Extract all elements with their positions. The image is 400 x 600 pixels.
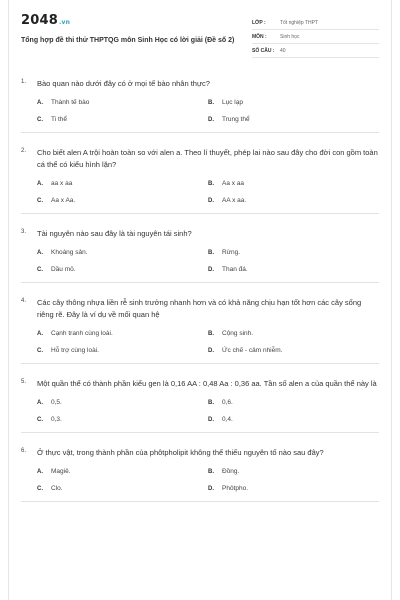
exam-meta: [252, 16, 379, 64]
option-text: Trung thể: [222, 116, 250, 123]
answer-option[interactable]: [208, 330, 379, 337]
question-item: [21, 133, 379, 214]
option-text: Hỗ trợ cùng loài.: [51, 347, 99, 354]
question-number: 1.: [21, 79, 27, 85]
option-letter: C.: [37, 485, 43, 492]
option-letter: B.: [208, 330, 214, 337]
option-text: Magiê.: [51, 468, 71, 475]
brand-block: [21, 14, 251, 64]
answer-option[interactable]: [208, 485, 379, 492]
option-letter: C.: [37, 347, 43, 354]
answer-option[interactable]: [37, 330, 208, 337]
meta-label: MÔN :: [252, 33, 267, 40]
option-text: aa x aa: [51, 180, 73, 187]
question-number: 2.: [21, 148, 27, 154]
meta-value: 40: [280, 47, 286, 54]
exam-header: [9, 0, 391, 64]
answer-option[interactable]: [208, 180, 379, 187]
option-text: Aa x Aa.: [51, 197, 76, 204]
question-text: Ở thực vật, trong thành phần của phôtpholipit không thể thiếu nguyên tố nào sau đây?: [37, 448, 324, 457]
option-letter: B.: [208, 399, 214, 406]
answer-option[interactable]: [208, 399, 379, 406]
option-text: 0,3.: [51, 416, 62, 423]
question-text: Cho biết alen A trội hoàn toàn so với alen a. Theo lí thuyết, phép lai nào sau đây cho đời con gồm toàn cá thể có kiểu hình lặn?: [37, 148, 378, 169]
answer-option[interactable]: [37, 468, 208, 475]
question-head: [21, 447, 379, 459]
meta-value: Tốt nghiệp THPT: [280, 19, 318, 26]
question-head: [21, 297, 379, 321]
option-letter: C.: [37, 116, 43, 123]
option-text: Cộng sinh.: [222, 330, 254, 337]
question-number: 6.: [21, 448, 27, 454]
option-text: Lục lạp: [222, 99, 243, 106]
answer-option[interactable]: [37, 116, 208, 123]
option-text: Aa x aa: [222, 180, 245, 187]
option-text: Phôtpho.: [222, 485, 249, 492]
option-letter: D.: [208, 116, 214, 123]
logo-suffix: .vn: [58, 19, 71, 26]
option-letter: A.: [37, 180, 43, 187]
option-letter: A.: [37, 330, 43, 337]
option-text: Cạnh tranh cùng loài.: [51, 330, 113, 337]
answer-options: [21, 240, 379, 273]
answer-option[interactable]: [37, 180, 208, 187]
option-letter: D.: [208, 266, 214, 273]
answer-option[interactable]: [37, 485, 208, 492]
answer-option[interactable]: [37, 197, 208, 204]
option-letter: B.: [208, 180, 214, 187]
meta-label: LỚP :: [252, 19, 266, 26]
question-number: 4.: [21, 298, 27, 304]
option-letter: B.: [208, 468, 214, 475]
option-text: Ức chế - cảm nhiễm.: [222, 347, 283, 354]
answer-option[interactable]: [37, 399, 208, 406]
option-text: 0,4.: [222, 416, 233, 423]
answer-options: [21, 390, 379, 423]
option-letter: C.: [37, 197, 43, 204]
answer-options: [21, 321, 379, 354]
option-letter: D.: [208, 347, 214, 354]
option-text: Ti thể: [51, 116, 68, 123]
option-text: Rừng.: [222, 249, 241, 256]
meta-value: Sinh học: [280, 33, 300, 40]
answer-option[interactable]: [208, 468, 379, 475]
option-text: Thành tế bào: [51, 99, 90, 106]
question-head: [21, 228, 379, 240]
answer-option[interactable]: [208, 266, 379, 273]
option-letter: B.: [208, 249, 214, 256]
option-letter: B.: [208, 99, 214, 106]
answer-option[interactable]: [37, 99, 208, 106]
option-text: 0,5.: [51, 399, 62, 406]
option-letter: A.: [37, 468, 43, 475]
question-item: [21, 433, 379, 502]
option-text: Khoáng sản.: [51, 249, 88, 256]
answer-option[interactable]: [208, 99, 379, 106]
answer-option[interactable]: [37, 266, 208, 273]
question-number: 3.: [21, 229, 27, 235]
question-list: [9, 64, 391, 502]
option-text: Clo.: [51, 485, 63, 492]
option-letter: D.: [208, 485, 214, 492]
question-number: 5.: [21, 379, 27, 385]
option-letter: C.: [37, 266, 43, 273]
answer-options: [21, 459, 379, 492]
question-text: Tài nguyên nào sau đây là tài nguyên tái sinh?: [37, 229, 192, 238]
meta-row: [252, 30, 379, 44]
answer-option[interactable]: [208, 416, 379, 423]
option-text: Than đá.: [222, 266, 248, 273]
logo-text: 2048: [21, 13, 58, 28]
meta-row: [252, 44, 379, 58]
option-letter: A.: [37, 249, 43, 256]
answer-option[interactable]: [208, 249, 379, 256]
option-letter: C.: [37, 416, 43, 423]
question-text: Một quần thể có thành phần kiểu gen là 0,16 AA : 0,48 Aa : 0,36 aa. Tần số alen a của quần thể này là: [37, 379, 377, 388]
question-head: [21, 147, 379, 171]
option-letter: A.: [37, 99, 43, 106]
option-text: Đồng.: [222, 468, 240, 475]
exam-title: Tổng hợp đề thi thử THPTQG môn Sinh Học có lời giải (Đề số 2): [21, 37, 235, 44]
meta-label: SỐ CÂU :: [252, 47, 275, 54]
answer-option[interactable]: [37, 249, 208, 256]
option-letter: D.: [208, 416, 214, 423]
exam-page: [8, 0, 392, 600]
question-item: [21, 364, 379, 433]
option-text: AA x aa.: [222, 197, 247, 204]
meta-row: [252, 16, 379, 30]
answer-options: [21, 90, 379, 123]
answer-option[interactable]: [37, 347, 208, 354]
option-text: 0,6.: [222, 399, 233, 406]
question-item: [21, 64, 379, 133]
site-logo[interactable]: [21, 14, 251, 30]
option-letter: A.: [37, 399, 43, 406]
option-text: Dầu mỏ.: [51, 266, 76, 273]
question-item: [21, 283, 379, 364]
answer-options: [21, 171, 379, 204]
question-text: Các cây thông nhựa liền rễ sinh trưởng nhanh hơn và có khả năng chịu hạn tốt hơn các cây sống riêng rẽ. Đây là ví dụ về mối quan hệ: [37, 298, 362, 319]
answer-option[interactable]: [37, 416, 208, 423]
answer-option[interactable]: [208, 116, 379, 123]
question-head: [21, 78, 379, 90]
answer-option[interactable]: [208, 197, 379, 204]
option-letter: D.: [208, 197, 214, 204]
answer-option[interactable]: [208, 347, 379, 354]
question-item: [21, 214, 379, 283]
question-head: [21, 378, 379, 390]
question-text: Bào quan nào dưới đây có ở mọi tế bào nhân thực?: [37, 79, 210, 88]
